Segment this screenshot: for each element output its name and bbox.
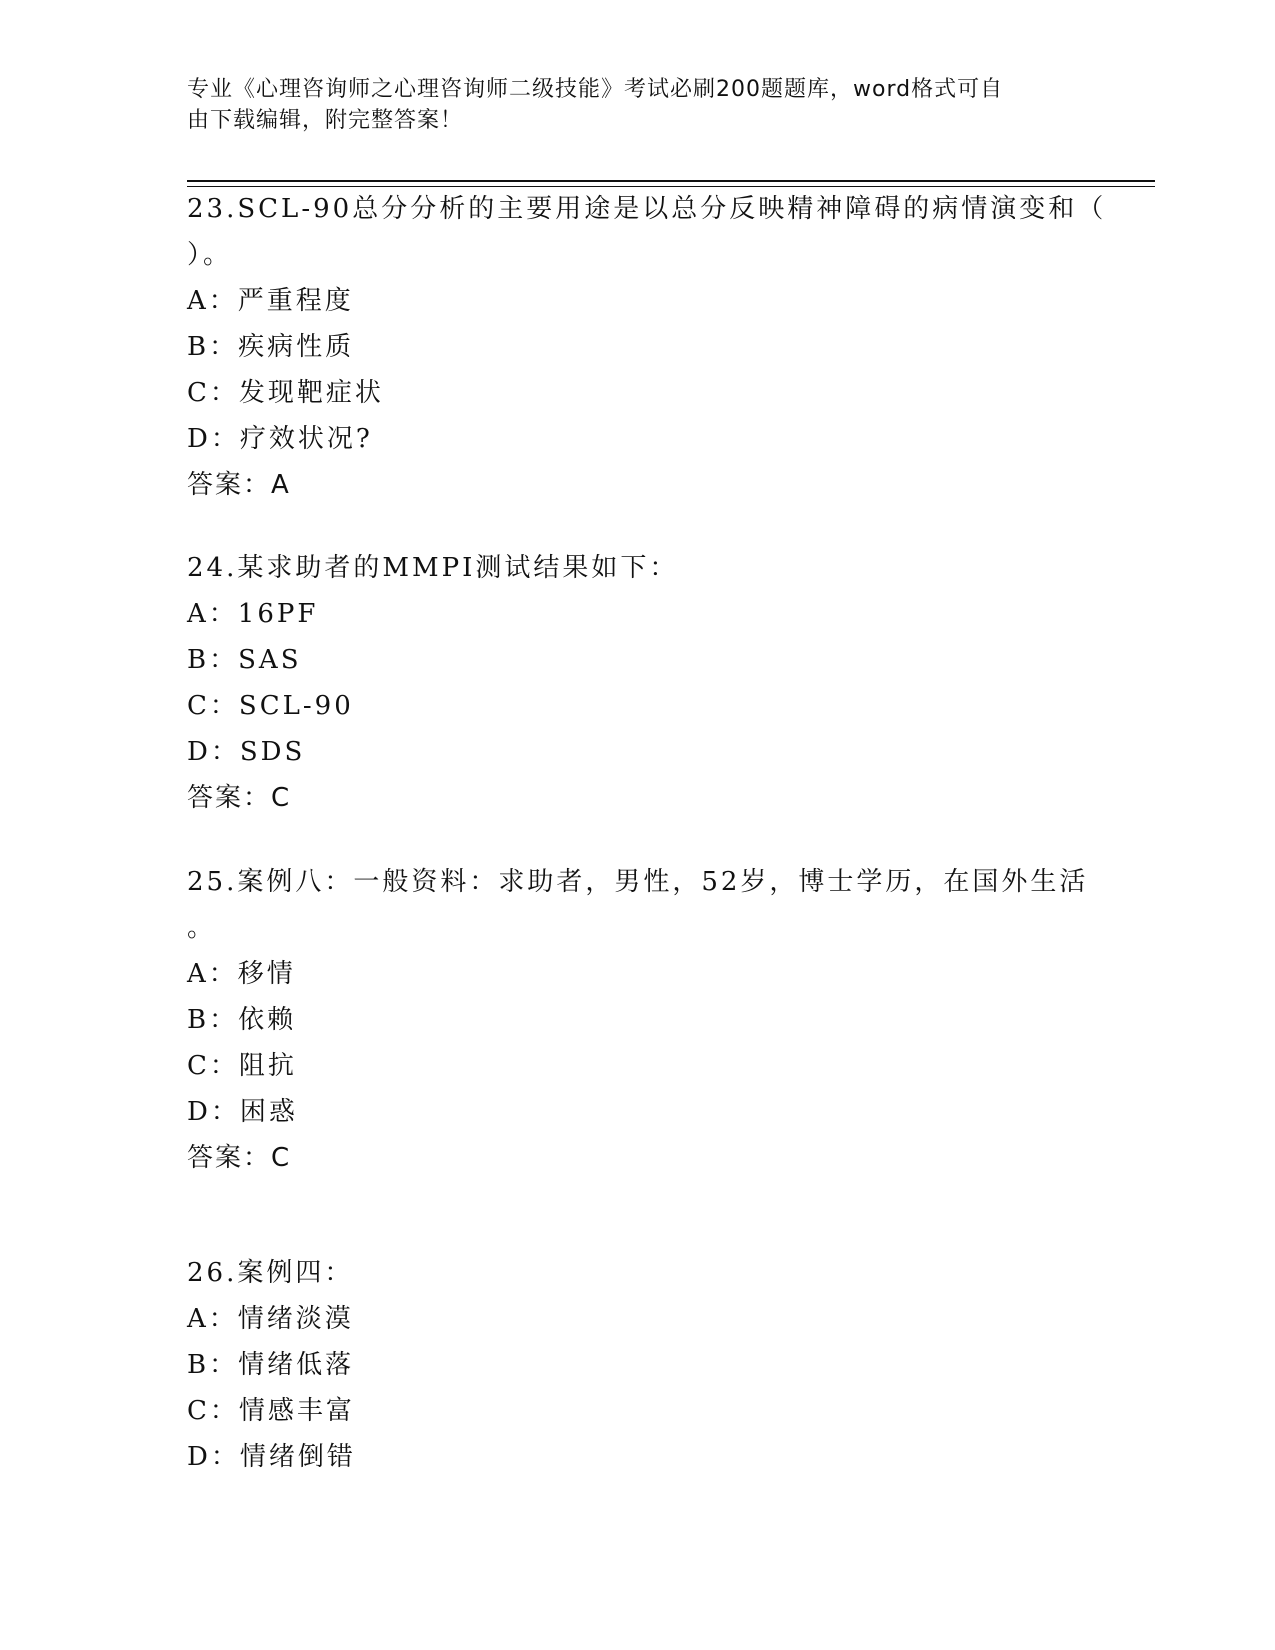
option-c: C：SCL-90 <box>187 691 354 721</box>
document-header <box>187 74 1067 136</box>
option-b: B：SAS <box>187 645 302 675</box>
option-c: C：发现靶症状 <box>187 378 384 408</box>
option-a: A：情绪淡漠 <box>187 1304 354 1334</box>
answer: 答案：C <box>187 1143 292 1173</box>
option-c: C：情感丰富 <box>187 1396 355 1426</box>
option-d: D：疗效状况? <box>187 424 373 454</box>
question-stem: 26.案例四： <box>187 1258 354 1288</box>
option-a: A：移情 <box>187 959 296 989</box>
question-stem-continued: ）。 <box>187 240 233 270</box>
option-b: B：依赖 <box>187 1005 297 1035</box>
option-b: B：疾病性质 <box>187 332 355 362</box>
option-d: D：困惑 <box>187 1097 298 1127</box>
question-24 <box>187 545 1087 821</box>
option-b: B：情绪低落 <box>187 1350 355 1380</box>
question-25 <box>187 859 1087 1181</box>
question-stem-continued: 。 <box>187 913 217 943</box>
answer: 答案：A <box>187 470 291 500</box>
option-d: D：SDS <box>187 737 306 767</box>
question-stem: 25.案例八：一般资料：求助者，男性，52岁，博士学历，在国外生活 <box>187 867 1089 897</box>
answer: 答案：C <box>187 783 292 813</box>
question-26 <box>187 1250 1087 1480</box>
option-a: A：16PF <box>187 599 319 629</box>
question-stem: 23.SCL-90总分分析的主要用途是以总分反映精神障碍的病情演变和（ <box>187 194 1107 224</box>
header-line-1: 专业《心理咨询师之心理咨询师二级技能》考试必刷200题题库，word格式可自 <box>187 77 1004 102</box>
option-c: C：阻抗 <box>187 1051 297 1081</box>
header-divider-thick <box>187 180 1155 182</box>
question-stem: 24.某求助者的MMPI测试结果如下： <box>187 553 679 583</box>
option-a: A：严重程度 <box>187 286 354 316</box>
option-d: D：情绪倒错 <box>187 1442 356 1472</box>
header-line-2: 由下载编辑，附完整答案！ <box>187 108 464 133</box>
question-23 <box>187 186 1107 508</box>
